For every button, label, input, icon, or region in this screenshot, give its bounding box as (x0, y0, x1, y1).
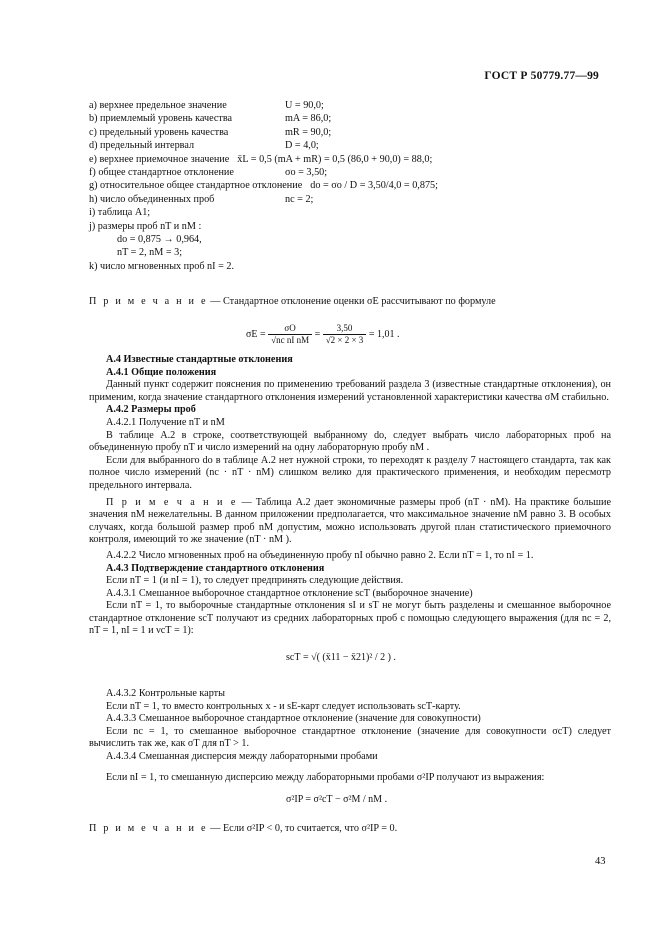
list-item (89, 113, 601, 126)
list-item (89, 167, 601, 180)
paragraph: А.4.2.2 Число мгновенных проб на объединенную пробу nI обычно равно 2. Если nT = 1, то nI = 1. (106, 549, 534, 561)
list-term: nT = 2, nM = 3; (117, 247, 183, 259)
list-item (89, 221, 601, 234)
note-text: — Стандартное отклонение оценки σE рассчитывают по формуле (207, 296, 496, 307)
subsection-title: А.4.1 Общие положения (106, 366, 217, 378)
list-item (89, 100, 601, 113)
subsection-title: А.4.3.2 Контрольные карты (106, 688, 225, 699)
note-2 (89, 497, 611, 547)
paragraph: Если nI = 1, то смешанную дисперсию между лабораторными пробами σ²IP получают из выражения: (106, 771, 545, 783)
list-term: a) верхнее предельное значение (89, 100, 227, 111)
list-item (89, 261, 601, 274)
note-3 (89, 823, 609, 836)
list-item (89, 180, 601, 193)
list-item (89, 194, 601, 207)
list-item (89, 247, 601, 260)
paragraph: Если nT = 1, то вместо контрольных x - и sE-карт следует использовать sсТ-карту. (106, 700, 461, 712)
list-value: nc = 2; (285, 193, 314, 205)
note-text: — Если σ²IP < 0, то считается, что σ²IP = 0. (207, 823, 398, 834)
note-text: — Таблица А.2 дает экономичные размеры проб (nT · nM). На практике большие значения nM нежелательны. В данном приложении предполагается, что максимальное значение nM равно 3. В особых случаях, когда большой размер проб nM допустим, можно использовать другой план статистического приемочного контроля, имеющий то же значение (nT · nM ). (89, 496, 611, 546)
list-term: f) общее стандартное отклонение (89, 166, 234, 178)
list-term: j) размеры проб nT и nM : (89, 220, 202, 232)
subsection-title: А.4.2 Размеры проб (106, 404, 196, 416)
paragraph: Данный пункт содержит пояснения по применению требований раздела 3 (известные стандартные отклонения), он применим, когда значение стандартного отклонения измерений установленной характеристики качества σM стабильно. (89, 379, 611, 403)
list-item (89, 154, 601, 167)
list-term: h) число объединенных проб (89, 193, 215, 205)
list-value: mR = 90,0; (285, 126, 332, 138)
note-1 (89, 296, 609, 309)
paragraph: А.4.3.1 Смешанное выборочное стандартное отклонение sсТ (выборочное значение) (106, 587, 473, 599)
subsection-title: А.4.2.1 Получение nT и nM (106, 416, 225, 428)
paragraph: Если для выбранного do в таблице А.2 нет нужной строки, то переходят к разделу 7 настоящего стандарта, так как полное число измерений (nc · nT · nM) слишком велико для практического применения, и необходим пересмотр предельного интервала. (89, 454, 611, 491)
list-term: c) предельный уровень качества (89, 126, 229, 138)
note-label: П р и м е ч а н и е (106, 496, 238, 508)
list-term: do = 0,875 → 0,964, (117, 233, 202, 245)
list-value: U = 90,0; (285, 100, 324, 111)
fraction-numerator: σO (268, 323, 312, 335)
list-item (89, 140, 601, 153)
fraction-denominator: √2 × 2 × 3 (325, 335, 364, 345)
list-item (89, 234, 601, 247)
list-term: d) предельный интервал (89, 140, 195, 152)
list-term: k) число мгновенных проб nI = 2. (89, 260, 235, 272)
list-value: D = 4,0; (285, 140, 319, 152)
paragraph: Если nT = 1, то выборочные стандартные отклонения sI и sT не могут быть разделены и смешанное выборочное стандартное отклонение sсТ получают из средних лабораторных проб с помощью следующего выражения (для nc = 2, nT = 1, nI = 1 и νсТ = 1): (89, 600, 611, 637)
list-value: mA = 86,0; (285, 113, 332, 125)
list-term: g) относительное общее стандартное отклонение (89, 180, 303, 192)
formula-s-ct: sсТ = √( (x̄11 − x̄21)² / 2 ) . (286, 652, 396, 663)
list-value: σo = 3,50; (285, 166, 328, 178)
paragraph: Если nc = 1, то смешанное выборочное стандартное отклонение (значение для совокупности σсТ) следует вычислить так же, как σT для nT > 1. (89, 725, 611, 750)
subsection-title: А.4.3 Подтверждение стандартного отклонения (106, 562, 325, 574)
list-term: b) приемлемый уровень качества (89, 113, 233, 125)
subsection-title: А.4.3.3 Смешанное выборочное стандартное отклонение (значение для совокупности) (106, 713, 481, 725)
list-term: e) верхнее приемочное значение (89, 153, 230, 165)
list-value: x̄L = 0,5 (mA + mR) = 0,5 (86,0 + 90,0) = 88,0; (237, 153, 433, 165)
formula-sigma-ip: σ²IP = σ²сТ − σ²M / nM . (286, 794, 388, 805)
paragraph: В таблице А.2 в строке, соответствующей выбранному do, следует выбрать число лабораторных проб на объединенную пробу nT и число измерений на одну лабораторную пробу nM . (89, 429, 611, 454)
list-item (89, 207, 601, 220)
list-value: do = σo / D = 3,50/4,0 = 0,875; (310, 180, 438, 192)
parameter-list (89, 100, 601, 274)
formula-equals: = (314, 328, 321, 340)
formula-sigma-e (246, 323, 399, 346)
note-label: П р и м е ч а н и е (89, 823, 208, 834)
fraction-denominator: √nc nI nM (271, 335, 310, 345)
formula-lhs: σE = (246, 328, 266, 340)
formula-fraction (268, 323, 312, 346)
section-title: А.4 Известные стандартные отклонения (106, 354, 293, 365)
formula-fraction (323, 323, 367, 346)
list-term: i) таблица А1; (89, 207, 151, 219)
subsection-title: А.4.3.4 Смешанная дисперсия между лабораторными пробами (106, 750, 378, 762)
fraction-numerator: 3,50 (323, 323, 367, 335)
section-a4 (89, 354, 611, 638)
note-label: П р и м е ч а н и е (89, 296, 208, 307)
page-number: 43 (595, 856, 606, 867)
formula-result: = 1,01 . (368, 328, 400, 340)
document-header: ГОСТ Р 50779.77—99 (484, 70, 599, 82)
paragraph: Если nT = 1 (и nI = 1), то следует предпринять следующие действия. (106, 575, 404, 587)
section-a43-continued (89, 688, 611, 784)
list-item (89, 127, 601, 140)
